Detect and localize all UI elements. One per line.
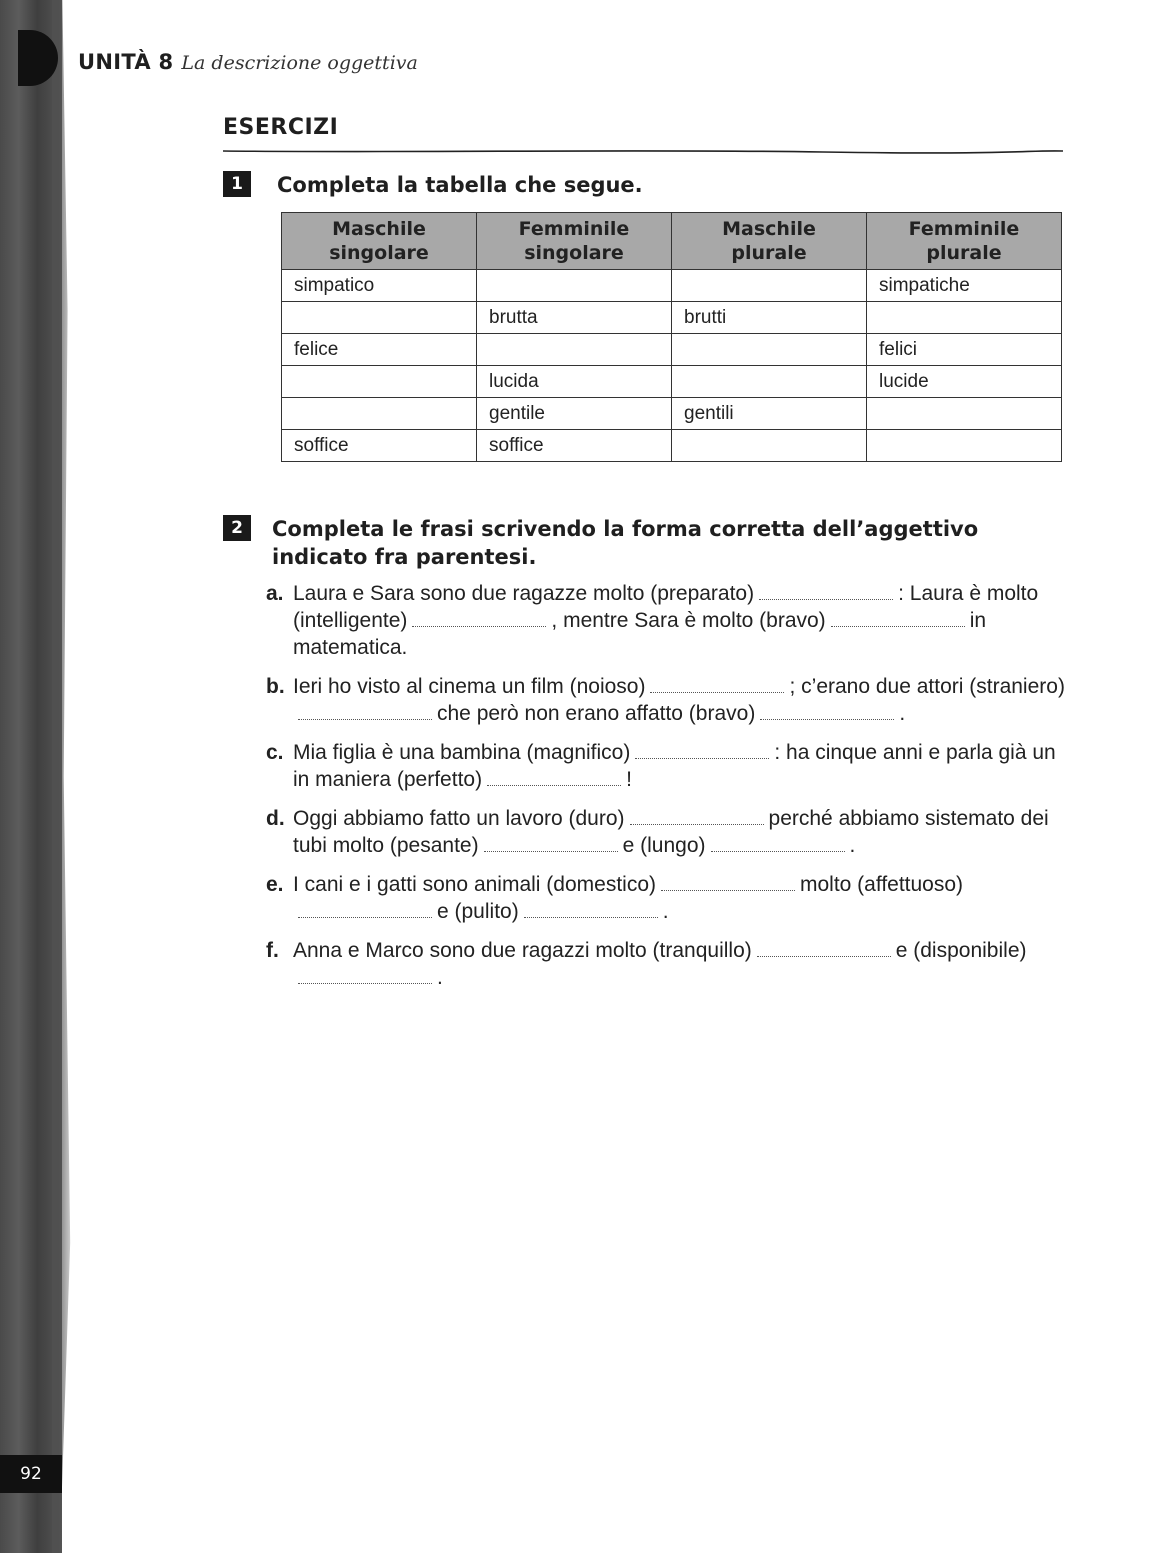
table-row	[282, 430, 1062, 462]
table-cell[interactable]: soffice	[282, 430, 477, 462]
sentence-text: e (disponibile)	[895, 939, 1027, 962]
sentence-text: .	[662, 900, 669, 923]
sentence-list	[266, 580, 1066, 1003]
answer-blank[interactable]	[487, 771, 621, 786]
sentence-text: e (lungo)	[622, 834, 706, 857]
header-cell: Femminile singolare	[477, 213, 672, 270]
table-cell[interactable]: simpatiche	[867, 270, 1062, 302]
answer-blank[interactable]	[831, 612, 965, 627]
sentence-text: : ha cinque anni e parla già un in maniera (perfetto)	[293, 741, 1056, 791]
table-cell[interactable]: soffice	[477, 430, 672, 462]
sentence-text: .	[899, 702, 906, 725]
table-row	[282, 398, 1062, 430]
table-cell[interactable]: felice	[282, 334, 477, 366]
answer-blank[interactable]	[757, 942, 891, 957]
sentence-text: Mia figlia è una bambina (magnifico)	[293, 741, 631, 764]
sentence-text: che però non erano affatto (bravo)	[437, 702, 756, 725]
answer-blank[interactable]	[298, 705, 432, 720]
list-item	[266, 580, 1066, 661]
section-title: ESERCIZI	[223, 115, 339, 140]
answer-blank[interactable]	[412, 612, 546, 627]
item-letter: f.	[266, 939, 279, 962]
answer-blank[interactable]	[759, 585, 893, 600]
sentence-text: .	[849, 834, 856, 857]
list-item	[266, 871, 1066, 925]
answer-blank[interactable]	[650, 678, 784, 693]
table-cell[interactable]: felici	[867, 334, 1062, 366]
item-letter: c.	[266, 741, 284, 764]
sentence-text: ; c’erano due attori (straniero)	[789, 675, 1065, 698]
table-cell[interactable]: lucide	[867, 366, 1062, 398]
table-cell[interactable]	[867, 398, 1062, 430]
table-cell[interactable]: simpatico	[282, 270, 477, 302]
table-row	[282, 302, 1062, 334]
sentence-text: : Laura è molto (intelligente)	[293, 582, 1039, 632]
list-item	[266, 673, 1066, 727]
table-row	[282, 334, 1062, 366]
header-cell: Femminile plurale	[867, 213, 1062, 270]
table-cell[interactable]	[477, 270, 672, 302]
answer-blank[interactable]	[635, 744, 769, 759]
answer-blank[interactable]	[630, 810, 764, 825]
table-row	[282, 270, 1062, 302]
answer-blank[interactable]	[484, 837, 618, 852]
answer-blank[interactable]	[298, 903, 432, 918]
item-letter: e.	[266, 873, 284, 896]
exercise-1-number: 1	[223, 171, 251, 197]
answer-blank[interactable]	[298, 969, 432, 984]
exercise-2-number: 2	[223, 515, 251, 541]
table-cell[interactable]	[282, 366, 477, 398]
table-cell[interactable]	[867, 302, 1062, 334]
header-cell: Maschile singolare	[282, 213, 477, 270]
exercise-1-instruction: Completa la tabella che segue.	[277, 173, 643, 197]
table-cell[interactable]	[672, 430, 867, 462]
answer-blank[interactable]	[524, 903, 658, 918]
page-number: 92	[0, 1455, 62, 1493]
unit-label: UNITÀ 8	[78, 50, 174, 74]
table-header-row	[282, 213, 1062, 270]
answer-blank[interactable]	[760, 705, 894, 720]
sentence-text: .	[437, 966, 443, 989]
table-cell[interactable]	[282, 398, 477, 430]
table-cell[interactable]	[867, 430, 1062, 462]
answer-blank[interactable]	[661, 876, 795, 891]
table-cell[interactable]: brutta	[477, 302, 672, 334]
list-item	[266, 805, 1066, 859]
running-header	[78, 50, 418, 74]
unit-subtitle: La descrizione oggettiva	[181, 52, 418, 74]
sentence-text: !	[626, 768, 632, 791]
sentence-text: Ieri ho visto al cinema un film (noioso)	[293, 675, 646, 698]
sentence-text: in matematica.	[293, 609, 987, 659]
sentence-text: I cani e i gatti sono animali (domestico)	[293, 873, 656, 896]
answer-blank[interactable]	[711, 837, 845, 852]
table-cell[interactable]	[672, 366, 867, 398]
table-cell[interactable]: gentile	[477, 398, 672, 430]
list-item	[266, 739, 1066, 793]
table-cell[interactable]: brutti	[672, 302, 867, 334]
table-cell[interactable]: gentili	[672, 398, 867, 430]
title-underline	[223, 147, 1063, 155]
sentence-text: , mentre Sara è molto (bravo)	[551, 609, 826, 632]
sentence-text: Anna e Marco sono due ragazzi molto (tranquillo)	[293, 939, 752, 962]
table-row	[282, 366, 1062, 398]
item-letter: a.	[266, 582, 284, 605]
item-letter: d.	[266, 807, 285, 830]
exercise-2-instruction: Completa le frasi scrivendo la forma corretta dell’aggettivo indicato fra parentesi.	[272, 517, 979, 569]
table-cell[interactable]: lucida	[477, 366, 672, 398]
table-cell[interactable]	[282, 302, 477, 334]
item-letter: b.	[266, 675, 285, 698]
sentence-text: Oggi abbiamo fatto un lavoro (duro)	[293, 807, 625, 830]
table-cell[interactable]	[477, 334, 672, 366]
sentence-text: molto (affettuoso)	[800, 873, 964, 896]
page-edge-strip	[0, 0, 62, 1553]
table-cell[interactable]	[672, 334, 867, 366]
sentence-text: Laura e Sara sono due ragazze molto (preparato)	[293, 582, 755, 605]
sentence-text: perché abbiamo sistemato dei tubi molto (pesante)	[293, 807, 1049, 857]
header-cell: Maschile plurale	[672, 213, 867, 270]
adjective-table	[281, 212, 1062, 462]
sentence-text: e (pulito)	[437, 900, 519, 923]
table-cell[interactable]	[672, 270, 867, 302]
list-item	[266, 937, 1066, 991]
